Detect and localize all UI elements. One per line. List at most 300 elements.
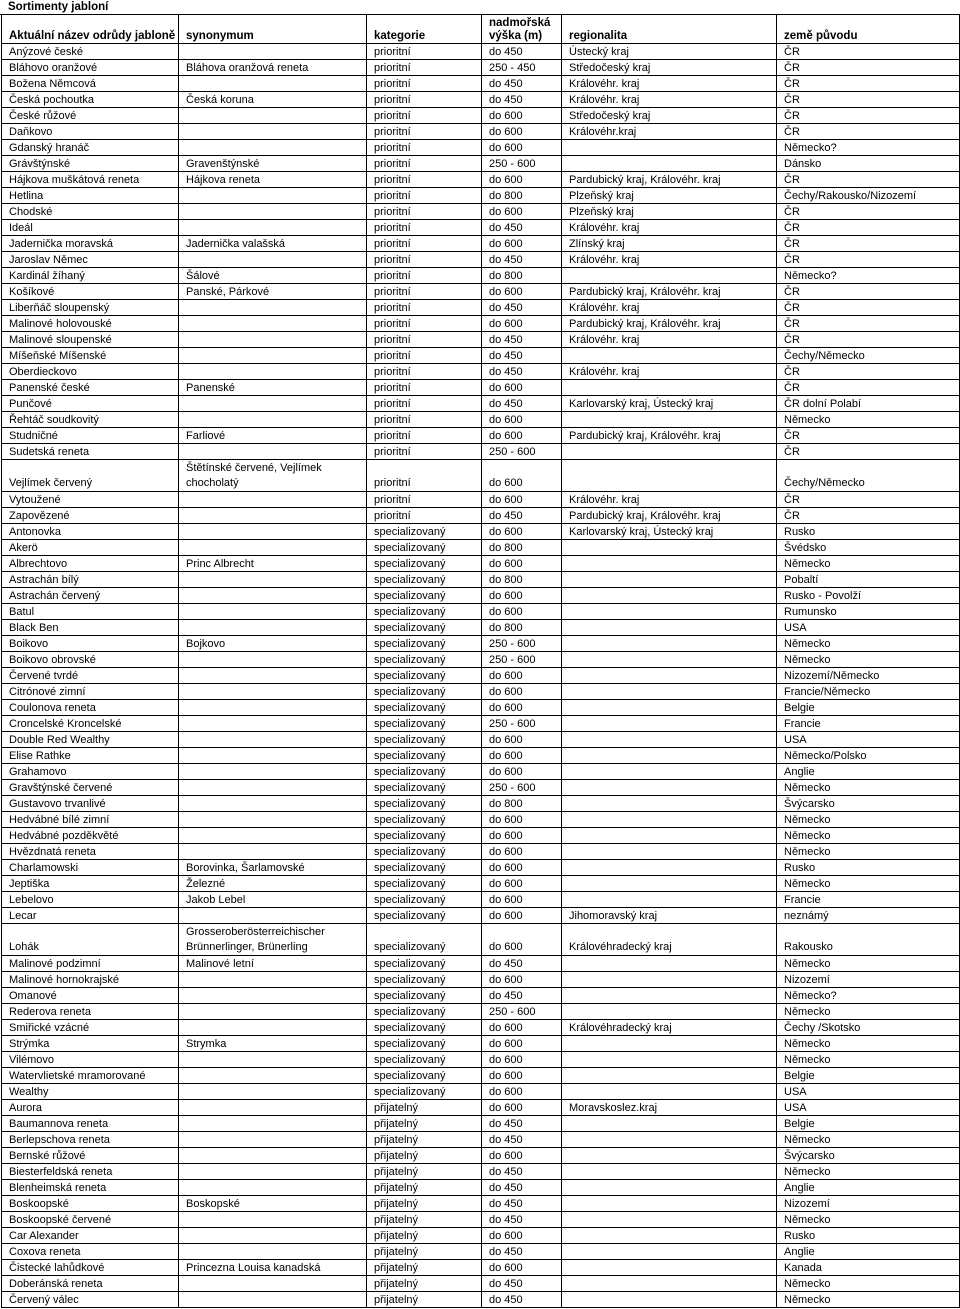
cell-variety-name: Lecar <box>2 908 179 924</box>
table-row <box>2 1292 960 1308</box>
table-row <box>2 284 960 300</box>
cell-origin-country: ČR <box>777 380 960 396</box>
cell-variety-name: Zapovězené <box>2 508 179 524</box>
cell-synonym <box>179 732 367 748</box>
cell-variety-name: Jaroslav Němec <box>2 252 179 268</box>
cell-category: přijatelný <box>367 1292 482 1308</box>
cell-synonym: Boskopské <box>179 1196 367 1212</box>
table-row <box>2 1020 960 1036</box>
cell-altitude: do 600 <box>482 172 562 188</box>
cell-category: prioritní <box>367 508 482 524</box>
cell-category: přijatelný <box>367 1212 482 1228</box>
cell-synonym <box>179 684 367 700</box>
cell-region <box>562 348 777 364</box>
cell-variety-name: Antonovka <box>2 524 179 540</box>
cell-category: přijatelný <box>367 1148 482 1164</box>
cell-origin-country: ČR <box>777 492 960 508</box>
cell-origin-country: ČR <box>777 284 960 300</box>
cell-altitude: 250 - 450 <box>482 60 562 76</box>
cell-origin-country: Německo <box>777 1004 960 1020</box>
cell-variety-name: Malinové holovouské <box>2 316 179 332</box>
cell-origin-country: USA <box>777 1084 960 1100</box>
cell-origin-country: Čechy/Rakousko/Nizozemí <box>777 188 960 204</box>
cell-variety-name: Albrechtovo <box>2 556 179 572</box>
cell-region <box>562 764 777 780</box>
cell-origin-country: Anglie <box>777 764 960 780</box>
cell-origin-country: Kanada <box>777 1260 960 1276</box>
table-row <box>2 1068 960 1084</box>
cell-region <box>562 716 777 732</box>
cell-synonym <box>179 1004 367 1020</box>
cell-region <box>562 588 777 604</box>
table-row <box>2 524 960 540</box>
cell-origin-country: ČR <box>777 204 960 220</box>
cell-altitude: do 600 <box>482 412 562 428</box>
cell-synonym: Železné <box>179 876 367 892</box>
cell-synonym: Malinové letní <box>179 956 367 972</box>
cell-variety-name: Biesterfeldská reneta <box>2 1164 179 1180</box>
cell-synonym <box>179 76 367 92</box>
table-row <box>2 1196 960 1212</box>
cell-synonym <box>179 1132 367 1148</box>
cell-synonym <box>179 1148 367 1164</box>
cell-region <box>562 700 777 716</box>
cell-region: Královéhr. kraj <box>562 492 777 508</box>
cell-region: Středočeský kraj <box>562 60 777 76</box>
table-row <box>2 556 960 572</box>
header-synonym: synonymum <box>179 15 367 44</box>
cell-altitude: do 600 <box>482 380 562 396</box>
cell-synonym: Grosseroberösterreichischer Brünnerlinger, Brünerling <box>179 924 367 956</box>
cell-region: Jihomoravský kraj <box>562 908 777 924</box>
cell-region <box>562 412 777 428</box>
cell-altitude: do 600 <box>482 284 562 300</box>
cell-variety-name: Malinové sloupenské <box>2 332 179 348</box>
cell-origin-country: ČR <box>777 364 960 380</box>
cell-region <box>562 636 777 652</box>
table-row <box>2 252 960 268</box>
table-row <box>2 764 960 780</box>
cell-region <box>562 748 777 764</box>
cell-synonym: Princ Albrecht <box>179 556 367 572</box>
cell-category: prioritní <box>367 332 482 348</box>
cell-variety-name: Hetlina <box>2 188 179 204</box>
table-row <box>2 1036 960 1052</box>
cell-origin-country: Švýcarsko <box>777 796 960 812</box>
cell-variety-name: Grávštýnské <box>2 156 179 172</box>
cell-altitude: do 600 <box>482 972 562 988</box>
title-row <box>0 0 960 15</box>
cell-variety-name: Ideál <box>2 220 179 236</box>
header-variety-name: Aktuální název odrůdy jabloně <box>2 15 179 44</box>
cell-synonym <box>179 332 367 348</box>
cell-variety-name: Coxova reneta <box>2 1244 179 1260</box>
cell-origin-country: Německo <box>777 1132 960 1148</box>
cell-synonym <box>179 844 367 860</box>
cell-region <box>562 972 777 988</box>
cell-synonym <box>179 204 367 220</box>
cell-category: specializovaný <box>367 572 482 588</box>
cell-variety-name: Česká pochoutka <box>2 92 179 108</box>
cell-variety-name: Košíkové <box>2 284 179 300</box>
cell-category: prioritní <box>367 460 482 492</box>
cell-synonym <box>179 1276 367 1292</box>
cell-synonym <box>179 988 367 1004</box>
cell-category: prioritní <box>367 364 482 380</box>
cell-origin-country: Anglie <box>777 1180 960 1196</box>
cell-origin-country: neznámý <box>777 908 960 924</box>
cell-origin-country: ČR <box>777 252 960 268</box>
cell-altitude: do 600 <box>482 828 562 844</box>
cell-region <box>562 780 777 796</box>
cell-origin-country: Nizozemí <box>777 1196 960 1212</box>
table-body <box>2 44 960 1308</box>
cell-region <box>562 876 777 892</box>
cell-category: přijatelný <box>367 1100 482 1116</box>
table-row <box>2 620 960 636</box>
cell-origin-country: ČR <box>777 172 960 188</box>
cell-variety-name: Charlamowski <box>2 860 179 876</box>
cell-altitude: do 600 <box>482 668 562 684</box>
cell-altitude: do 600 <box>482 1148 562 1164</box>
cell-variety-name: Kardinál žíhaný <box>2 268 179 284</box>
cell-region <box>562 1148 777 1164</box>
cell-category: prioritní <box>367 124 482 140</box>
cell-category: prioritní <box>367 380 482 396</box>
cell-synonym <box>179 1068 367 1084</box>
cell-synonym: Bojkovo <box>179 636 367 652</box>
cell-origin-country: Belgie <box>777 1116 960 1132</box>
cell-synonym <box>179 220 367 236</box>
cell-category: specializovaný <box>367 796 482 812</box>
cell-origin-country: Německo <box>777 828 960 844</box>
cell-altitude: do 600 <box>482 1020 562 1036</box>
cell-altitude: do 600 <box>482 588 562 604</box>
cell-altitude: do 600 <box>482 748 562 764</box>
cell-variety-name: Vytoužené <box>2 492 179 508</box>
cell-synonym <box>179 364 367 380</box>
cell-category: prioritní <box>367 188 482 204</box>
cell-altitude: do 800 <box>482 572 562 588</box>
cell-category: specializovaný <box>367 524 482 540</box>
cell-variety-name: Berlepschova reneta <box>2 1132 179 1148</box>
cell-region: Karlovarský kraj, Ústecký kraj <box>562 396 777 412</box>
cell-altitude: do 450 <box>482 508 562 524</box>
cell-synonym <box>179 492 367 508</box>
cell-origin-country: Pobaltí <box>777 572 960 588</box>
cell-category: prioritní <box>367 492 482 508</box>
cell-synonym <box>179 396 367 412</box>
cell-origin-country: Německo <box>777 1164 960 1180</box>
cell-category: specializovaný <box>367 540 482 556</box>
table-row <box>2 316 960 332</box>
cell-region <box>562 620 777 636</box>
table-row <box>2 492 960 508</box>
table-row <box>2 1148 960 1164</box>
cell-category: prioritní <box>367 140 482 156</box>
header-altitude: nadmořská výška (m) <box>482 15 562 44</box>
cell-altitude: do 600 <box>482 876 562 892</box>
cell-origin-country: Německo/Polsko <box>777 748 960 764</box>
cell-region <box>562 1036 777 1052</box>
cell-synonym <box>179 652 367 668</box>
table-row <box>2 124 960 140</box>
cell-origin-country: Německo <box>777 780 960 796</box>
cell-altitude: do 450 <box>482 1164 562 1180</box>
cell-region <box>562 572 777 588</box>
cell-origin-country: ČR <box>777 76 960 92</box>
cell-variety-name: Anýzové české <box>2 44 179 60</box>
cell-category: specializovaný <box>367 972 482 988</box>
cell-origin-country: Německo <box>777 652 960 668</box>
cell-synonym <box>179 780 367 796</box>
cell-category: specializovaný <box>367 1004 482 1020</box>
cell-origin-country: ČR <box>777 108 960 124</box>
cell-region <box>562 1052 777 1068</box>
cell-region: Pardubický kraj, Královéhr. kraj <box>562 316 777 332</box>
cell-category: specializovaný <box>367 780 482 796</box>
cell-category: prioritní <box>367 284 482 300</box>
cell-category: specializovaný <box>367 1084 482 1100</box>
cell-synonym <box>179 572 367 588</box>
cell-variety-name: Coulonova reneta <box>2 700 179 716</box>
table-row <box>2 444 960 460</box>
cell-category: specializovaný <box>367 860 482 876</box>
cell-synonym: Česká koruna <box>179 92 367 108</box>
table-row <box>2 860 960 876</box>
cell-category: prioritní <box>367 348 482 364</box>
cell-origin-country: ČR <box>777 428 960 444</box>
cell-category: prioritní <box>367 428 482 444</box>
cell-synonym <box>179 1020 367 1036</box>
cell-origin-country: ČR <box>777 508 960 524</box>
cell-region: Královéhradecký kraj <box>562 1020 777 1036</box>
cell-origin-country: Německo <box>777 956 960 972</box>
cell-region <box>562 1068 777 1084</box>
cell-category: specializovaný <box>367 636 482 652</box>
cell-origin-country: ČR <box>777 444 960 460</box>
table-row <box>2 364 960 380</box>
table-row <box>2 76 960 92</box>
cell-origin-country: USA <box>777 620 960 636</box>
cell-region <box>562 1180 777 1196</box>
cell-variety-name: Panenské české <box>2 380 179 396</box>
cell-category: specializovaný <box>367 556 482 572</box>
table-row <box>2 1116 960 1132</box>
cell-altitude: do 800 <box>482 540 562 556</box>
cell-synonym <box>179 108 367 124</box>
cell-origin-country: USA <box>777 1100 960 1116</box>
cell-synonym <box>179 1116 367 1132</box>
cell-altitude: do 600 <box>482 860 562 876</box>
table-row <box>2 748 960 764</box>
cell-region: Pardubický kraj, Královéhr. kraj <box>562 284 777 300</box>
cell-altitude: do 800 <box>482 268 562 284</box>
table-row <box>2 1084 960 1100</box>
cell-region <box>562 812 777 828</box>
cell-region <box>562 988 777 1004</box>
cell-altitude: do 800 <box>482 796 562 812</box>
cell-altitude: do 600 <box>482 1068 562 1084</box>
cell-origin-country: Rumunsko <box>777 604 960 620</box>
table-row <box>2 812 960 828</box>
cell-region: Karlovarský kraj, Ústecký kraj <box>562 524 777 540</box>
cell-altitude: do 600 <box>482 684 562 700</box>
cell-origin-country: Čechy /Skotsko <box>777 1020 960 1036</box>
cell-synonym <box>179 540 367 556</box>
cell-synonym <box>179 668 367 684</box>
cell-region: Pardubický kraj, Královéhr. kraj <box>562 172 777 188</box>
cell-region <box>562 1004 777 1020</box>
table-row <box>2 1276 960 1292</box>
table-row <box>2 972 960 988</box>
cell-altitude: do 600 <box>482 524 562 540</box>
cell-category: prioritní <box>367 76 482 92</box>
table-row <box>2 1244 960 1260</box>
cell-synonym <box>179 1212 367 1228</box>
cell-altitude: do 600 <box>482 492 562 508</box>
table-row <box>2 300 960 316</box>
cell-origin-country: ČR <box>777 236 960 252</box>
cell-category: přijatelný <box>367 1276 482 1292</box>
cell-synonym <box>179 828 367 844</box>
table-row <box>2 1228 960 1244</box>
table-row <box>2 700 960 716</box>
cell-altitude: do 450 <box>482 1116 562 1132</box>
cell-region <box>562 828 777 844</box>
cell-origin-country: Rusko - Povolží <box>777 588 960 604</box>
cell-variety-name: Omanové <box>2 988 179 1004</box>
table-row <box>2 268 960 284</box>
cell-altitude: do 800 <box>482 620 562 636</box>
cell-synonym <box>179 700 367 716</box>
cell-origin-country: Švédsko <box>777 540 960 556</box>
cell-altitude: do 600 <box>482 1084 562 1100</box>
cell-region: Královéhr. kraj <box>562 252 777 268</box>
cell-altitude: do 450 <box>482 1212 562 1228</box>
table-row <box>2 684 960 700</box>
table-row <box>2 156 960 172</box>
cell-variety-name: Chodské <box>2 204 179 220</box>
cell-origin-country: Anglie <box>777 1244 960 1260</box>
cell-origin-country: Rakousko <box>777 924 960 956</box>
cell-variety-name: Lohák <box>2 924 179 956</box>
table-row <box>2 908 960 924</box>
table-row <box>2 1180 960 1196</box>
cell-variety-name: Liberňáč sloupenský <box>2 300 179 316</box>
cell-variety-name: Hájkova muškátová reneta <box>2 172 179 188</box>
cell-synonym <box>179 1084 367 1100</box>
cell-origin-country: Dánsko <box>777 156 960 172</box>
cell-region <box>562 652 777 668</box>
cell-altitude: do 800 <box>482 188 562 204</box>
cell-origin-country: Německo? <box>777 268 960 284</box>
cell-altitude: do 600 <box>482 892 562 908</box>
cell-variety-name: České růžové <box>2 108 179 124</box>
table-row <box>2 428 960 444</box>
cell-variety-name: Lebelovo <box>2 892 179 908</box>
cell-category: specializovaný <box>367 988 482 1004</box>
cell-category: specializovaný <box>367 716 482 732</box>
cell-region: Královéhr. kraj <box>562 76 777 92</box>
cell-synonym: Štětínské červené, Vejlímek chocholatý <box>179 460 367 492</box>
cell-category: přijatelný <box>367 1132 482 1148</box>
cell-variety-name: Bernské růžové <box>2 1148 179 1164</box>
cell-variety-name: Hedvábné pozděkvěté <box>2 828 179 844</box>
cell-variety-name: Boikovo <box>2 636 179 652</box>
cell-category: prioritní <box>367 268 482 284</box>
table-row <box>2 636 960 652</box>
cell-variety-name: Daňkovo <box>2 124 179 140</box>
cell-category: specializovaný <box>367 620 482 636</box>
cell-altitude: 250 - 600 <box>482 652 562 668</box>
cell-category: prioritní <box>367 44 482 60</box>
cell-category: přijatelný <box>367 1244 482 1260</box>
cell-synonym <box>179 620 367 636</box>
cell-synonym <box>179 508 367 524</box>
cell-origin-country: Německo <box>777 1052 960 1068</box>
cell-variety-name: Akerö <box>2 540 179 556</box>
cell-origin-country: ČR <box>777 44 960 60</box>
cell-region: Moravskoslez.kraj <box>562 1100 777 1116</box>
table-row <box>2 540 960 556</box>
cell-altitude: do 600 <box>482 844 562 860</box>
cell-altitude: 250 - 600 <box>482 156 562 172</box>
cell-origin-country: ČR <box>777 300 960 316</box>
cell-altitude: 250 - 600 <box>482 636 562 652</box>
cell-altitude: do 600 <box>482 108 562 124</box>
cell-synonym: Jadernička valašská <box>179 236 367 252</box>
cell-variety-name: Červené tvrdé <box>2 668 179 684</box>
cell-altitude: do 450 <box>482 252 562 268</box>
cell-altitude: do 600 <box>482 700 562 716</box>
cell-altitude: do 600 <box>482 316 562 332</box>
cell-synonym <box>179 524 367 540</box>
cell-origin-country: Německo <box>777 1212 960 1228</box>
cell-synonym <box>179 140 367 156</box>
cell-region <box>562 892 777 908</box>
cell-altitude: do 600 <box>482 764 562 780</box>
cell-region <box>562 1132 777 1148</box>
cell-origin-country: Švýcarsko <box>777 1148 960 1164</box>
table-row <box>2 396 960 412</box>
cell-synonym <box>179 1100 367 1116</box>
cell-synonym <box>179 1052 367 1068</box>
cell-variety-name: Vilémovo <box>2 1052 179 1068</box>
cell-variety-name: Bláhovo oranžové <box>2 60 179 76</box>
table-row <box>2 892 960 908</box>
cell-origin-country: Francie <box>777 892 960 908</box>
table-row <box>2 236 960 252</box>
cell-altitude: do 600 <box>482 604 562 620</box>
table-row <box>2 348 960 364</box>
cell-altitude: do 450 <box>482 348 562 364</box>
cell-region <box>562 1292 777 1308</box>
cell-region: Ústecký kraj <box>562 44 777 60</box>
cell-variety-name: Strýmka <box>2 1036 179 1052</box>
cell-origin-country: Německo <box>777 1036 960 1052</box>
cell-altitude: 250 - 600 <box>482 780 562 796</box>
cell-region <box>562 1276 777 1292</box>
cell-altitude: do 600 <box>482 204 562 220</box>
cell-origin-country: Německo? <box>777 988 960 1004</box>
table-row <box>2 508 960 524</box>
table-row <box>2 1212 960 1228</box>
cell-altitude: do 600 <box>482 732 562 748</box>
cell-variety-name: Gustavovo trvanlivé <box>2 796 179 812</box>
cell-variety-name: Vejlímek červený <box>2 460 179 492</box>
table-row <box>2 1052 960 1068</box>
